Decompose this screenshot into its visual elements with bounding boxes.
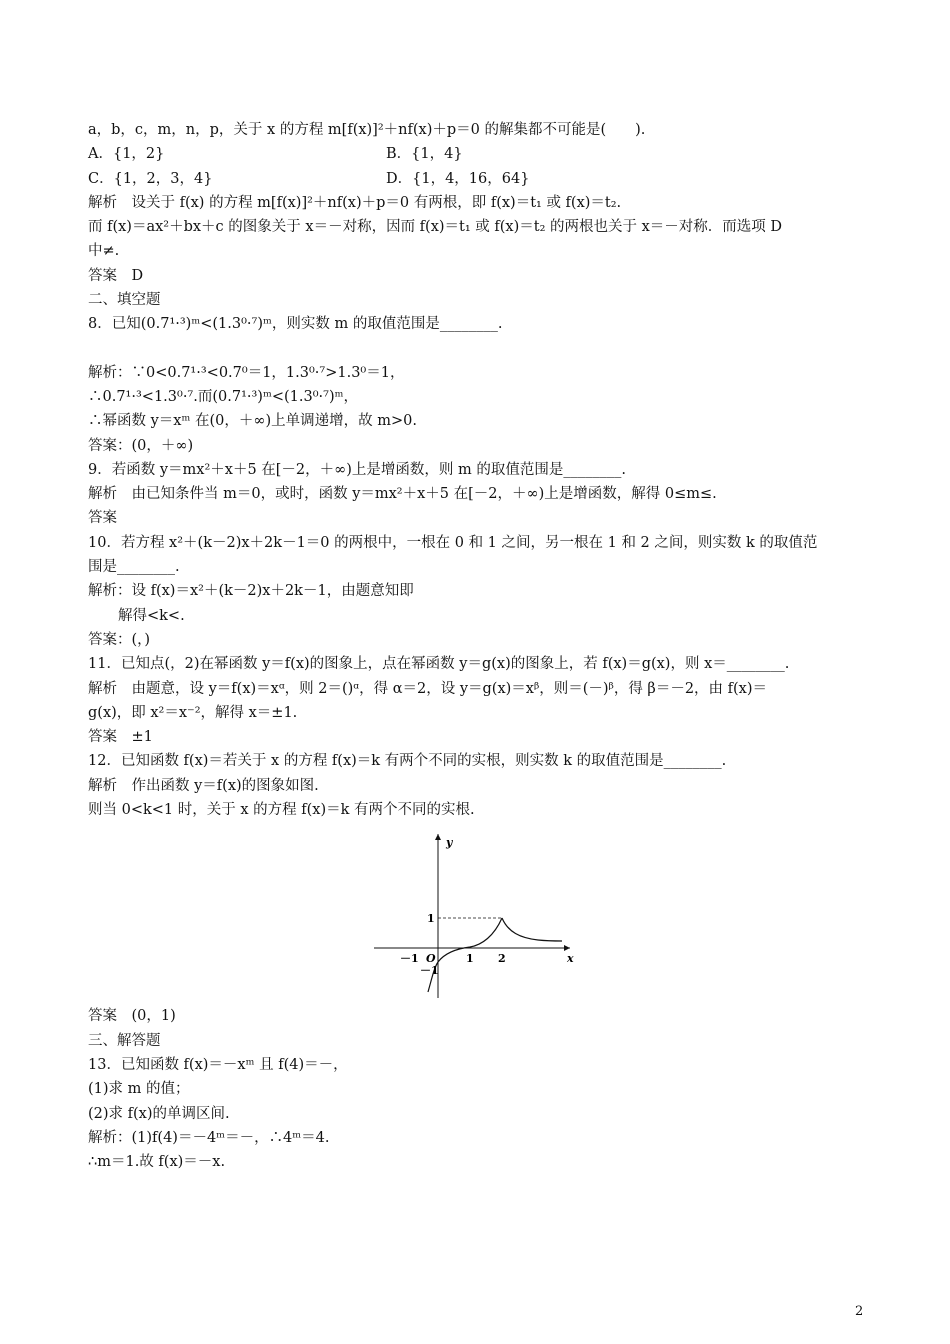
answer-line: 答案：(0，＋∞) [88,437,194,454]
option-c: C．{1，2，3，4} [88,170,213,187]
text-line: 而 f(x)＝ax²＋bx＋c 的图象关于 x＝－对称，因而 f(x)＝t₁ 或 f(x)＝t₂ 的两根也关于 x＝－对称．而选项 D [88,219,783,236]
function-graph-figure [88,828,878,1000]
text-line: (2)求 f(x)的单调区间. [88,1105,230,1122]
tick-label-y-neg1: －1 [420,964,439,978]
options-row-ab [88,142,878,166]
section-heading: 三、解答题 [88,1032,161,1049]
text-line: g(x)，即 x²＝x⁻²，解得 x＝±1. [88,704,298,721]
option-d: D．{1，4，16，64} [386,170,530,187]
text-line: 中≠. [88,243,120,260]
text-line: (1)求 m 的值； [88,1081,190,1098]
tick-label-x-neg1: －1 [400,952,419,966]
text-line: 解析：∵0<0.7¹·³<0.7⁰＝1，1.3⁰·⁷>1.3⁰＝1， [88,364,405,381]
option-a: A．{1，2} [88,146,165,163]
y-axis-label: y [446,836,453,850]
text-line: ∴m＝1.故 f(x)＝－x. [88,1154,226,1171]
section-heading: 二、填空题 [88,292,161,309]
question-10: 10．若方程 x²＋(k－2)x＋2k－1＝0 的两根中，一根在 0 和 1 之间，另一根在 1 和 2 之间，则实数 k 的取值范 [88,534,818,551]
document-body [88,118,878,1174]
function-graph [370,828,590,1000]
tick-label-x-1: 1 [466,952,474,966]
question-13: 13．已知函数 f(x)＝－xᵐ 且 f(4)＝－， [88,1056,348,1073]
question-9: 9．若函数 y＝mx²＋x＋5 在[－2，＋∞)上是增函数，则 m 的取值范围是________. [88,461,626,478]
text-line: 答案 D [88,267,144,284]
text-line: a，b，c，m，n，p，关于 x 的方程 m[f(x)]²＋nf(x)＋p＝0 的解集都不可能是( ). [88,122,646,138]
page-number: 2 [855,1304,864,1319]
text-line: 解析 作出函数 y＝f(x)的图象如图. [88,777,319,794]
x-axis-label: x [567,952,574,966]
text-line: 解析 由已知条件当 m＝0，或时，函数 y＝mx²＋x＋5 在[－2，＋∞)上是增函数，解得 0≤m≤. [88,486,717,503]
text-line: 则当 0<k<1 时，关于 x 的方程 f(x)＝k 有两个不同的实根. [88,802,475,819]
answer-line: 答案 ±1 [88,729,153,746]
text-line: 解析 由题意，设 y＝f(x)＝xᵅ，则 2＝()ᵅ，得 α＝2，设 y＝g(x)＝xᵝ，则＝(－)ᵝ，得 β＝－2，由 f(x)＝ [88,680,768,697]
option-b: B．{1，4} [386,146,463,163]
text-line: ∴0.7¹·³<1.3⁰·⁷.而(0.7¹·³)ᵐ<(1.3⁰·⁷)ᵐ， [88,388,358,405]
tick-label-y-1: 1 [427,912,435,926]
text-line: 解得<k<. [118,607,185,624]
text-line: ∴幂函数 y＝xᵐ 在(0，＋∞)上单调递增，故 m>0. [88,413,417,430]
answer-line: 答案：(，) [88,631,151,648]
text-line: 围是________. [88,559,180,576]
answer-line: 答案 [88,510,117,527]
question-8: 8．已知(0.7¹·³)ᵐ<(1.3⁰·⁷)ᵐ，则实数 m 的取值范围是________. [88,316,503,333]
curve-right-branch [502,918,562,941]
curve-left-branch [428,918,502,992]
question-11: 11．已知点(，2)在幂函数 y＝f(x)的图象上，点在幂函数 y＝g(x)的图象上，若 f(x)＝g(x)，则 x＝________. [88,656,790,673]
text-line: 解析 设关于 f(x) 的方程 m[f(x)]²＋nf(x)＋p＝0 有两根，即 f(x)＝t₁ 或 f(x)＝t₂. [88,194,622,211]
origin-label: O [426,952,436,966]
options-row-cd [88,167,878,191]
answer-line: 答案 (0，1) [88,1008,176,1025]
text-line: 解析：设 f(x)＝x²＋(k－2)x＋2k－1，由题意知即 [88,583,414,600]
text-line: 解析：(1)f(4)＝－4ᵐ＝－，∴4ᵐ＝4. [88,1129,330,1146]
tick-label-x-2: 2 [498,952,506,966]
question-12: 12．已知函数 f(x)＝若关于 x 的方程 f(x)＝k 有两个不同的实根，则实数 k 的取值范围是________. [88,753,727,770]
